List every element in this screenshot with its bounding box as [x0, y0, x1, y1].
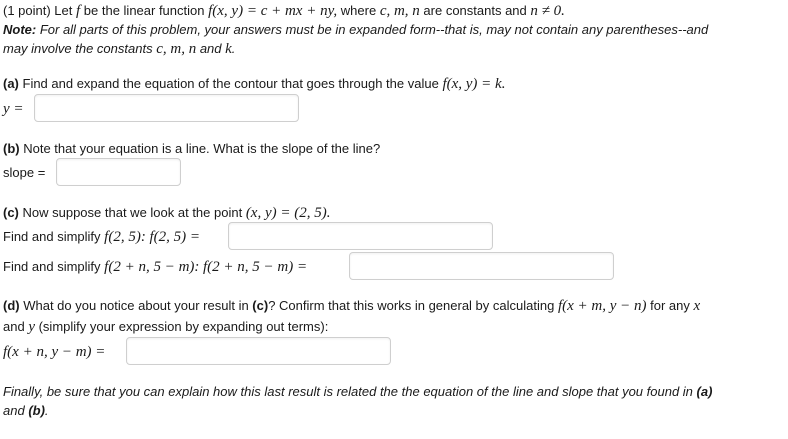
part-b-label: (b) [3, 141, 20, 156]
part-d-field-label: f(x + n, y − m) = [3, 344, 106, 360]
finally-text-2: and [3, 403, 29, 418]
part-c-line-2-label: f(2 + n, 5 − m) = [203, 259, 308, 275]
part-a-math: f(x, y) = k. [442, 76, 506, 92]
points-label: (1 point) Let [3, 3, 73, 18]
f-symbol: f [76, 3, 81, 19]
part-d-text-1: What do you notice about your result in [19, 298, 253, 313]
part-d-text-4: (simplify your expression by expanding out terms): [34, 319, 329, 334]
part-d-text-2: ? Confirm that this works in general by calculating [268, 298, 558, 313]
part-c-line-2-prefix: Find and simplify [3, 259, 105, 274]
part-a-text: Find and expand the equation of the contour that goes through the value [18, 76, 443, 91]
finally-text-1: Finally, be sure that you can explain how this last result is related the the equation of the line and slope that you found in [3, 384, 697, 399]
part-d-ref-c: (c) [252, 298, 269, 313]
part-c-line-1-prefix: Find and simplify [3, 229, 105, 244]
function-definition: f(x, y) = c + mx + ny, [208, 3, 338, 19]
note-line-1 [3, 21, 708, 39]
note-and: and [196, 41, 226, 56]
part-c-line-1 [3, 228, 200, 246]
f-2-5-answer-input[interactable] [228, 222, 493, 250]
part-d-text-3: for any [646, 298, 694, 313]
note-period: . [231, 41, 236, 56]
part-d-y: y [28, 319, 35, 335]
part-d-line-1 [3, 297, 700, 315]
note-line-2 [3, 40, 235, 58]
part-d-label: (d) [3, 298, 20, 313]
n-condition: n ≠ 0. [530, 3, 565, 19]
intro-text: be the linear function [80, 3, 209, 18]
part-d-line-2 [3, 318, 328, 336]
part-b-text: Note that your equation is a line. What is the slope of the line? [19, 141, 381, 156]
part-b-question [3, 140, 380, 158]
part-d-answer-input[interactable] [126, 337, 391, 365]
finally-ref-a: (a) [696, 384, 713, 399]
note-text-1: For all parts of this problem, your answers must be in expanded form--that is, may not contain any parentheses--and [36, 22, 709, 37]
part-d-x: x [693, 298, 701, 314]
finally-line-1 [3, 383, 712, 401]
part-c-line-2 [3, 258, 307, 276]
part-b-field-label: slope = [3, 165, 46, 180]
part-d-math: f(x + m, y − n) [557, 298, 647, 314]
finally-ref-b: (b) [28, 403, 45, 418]
part-c-question [3, 204, 330, 222]
part-a-question [3, 75, 505, 93]
where-text: where [337, 3, 380, 18]
finally-line-2 [3, 402, 49, 420]
problem-intro [3, 2, 565, 20]
note-k: k [225, 41, 232, 57]
part-c-point: (x, y) = (2, 5). [245, 205, 331, 221]
part-d-and: and [3, 319, 29, 334]
f-2n-5m-answer-input[interactable] [349, 252, 614, 280]
slope-answer-input[interactable] [56, 158, 181, 186]
part-c-line-1-label: f(2, 5) = [149, 229, 200, 245]
part-c-line-2-math: f(2 + n, 5 − m): [104, 259, 200, 275]
part-c-text: Now suppose that we look at the point [18, 205, 246, 220]
part-c-label: (c) [3, 205, 19, 220]
note-text-2: may involve the constants [3, 41, 157, 56]
constants-text: are constants and [419, 3, 531, 18]
part-a-label: (a) [3, 76, 19, 91]
part-a-answer-input[interactable] [34, 94, 299, 122]
part-a-field-label: y = [3, 101, 24, 117]
finally-period: . [44, 403, 49, 418]
constants-list: c, m, n [379, 3, 420, 19]
part-c-line-1-math: f(2, 5): [104, 229, 146, 245]
note-constants: c, m, n [156, 41, 197, 57]
note-label: Note: [3, 22, 37, 37]
